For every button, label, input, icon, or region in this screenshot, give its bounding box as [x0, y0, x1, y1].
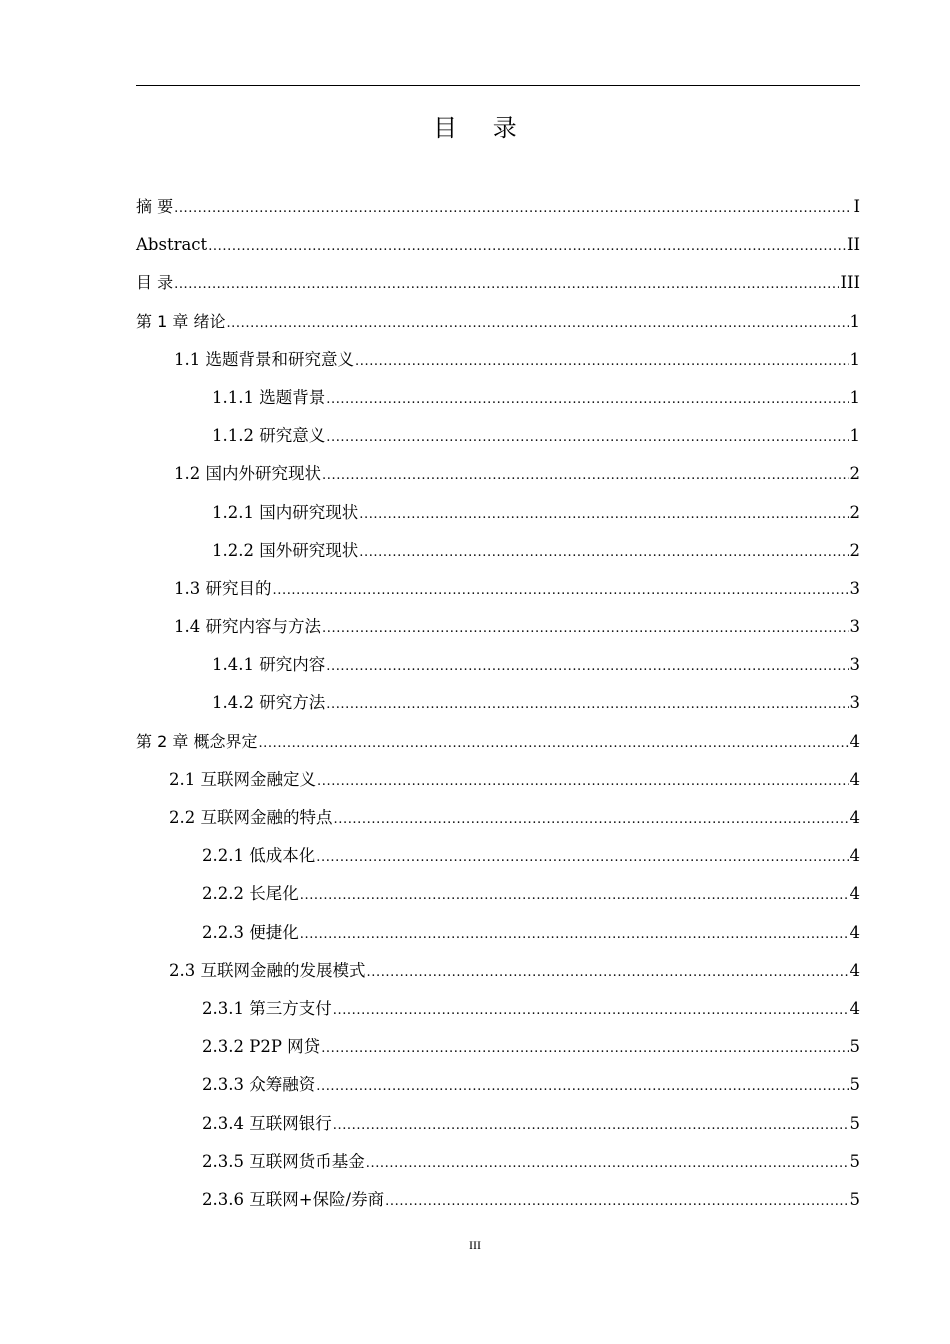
toc-entry-page: 2	[849, 502, 860, 522]
toc-dot-leader	[300, 875, 849, 915]
toc-entry-page: 5	[849, 1113, 860, 1133]
toc-entry[interactable]	[136, 341, 860, 379]
toc-entry-page: 4	[849, 808, 860, 827]
toc-entry-page: 5	[849, 1075, 860, 1095]
toc-entry[interactable]	[136, 799, 860, 837]
footer-page-number: III	[469, 1238, 481, 1252]
toc-entry-label: 第 1 章 绪论	[136, 311, 226, 331]
toc-entry-label: 2.2.1 低成本化	[202, 846, 316, 866]
toc-entry[interactable]	[136, 1066, 860, 1104]
toc-entry-label: Abstract	[136, 235, 208, 255]
toc-entry[interactable]	[136, 723, 860, 761]
toc-entry[interactable]	[136, 188, 860, 226]
toc-entry-page: 4	[849, 846, 860, 866]
toc-dot-leader	[273, 570, 849, 610]
toc-entry-label: 2.3.2 P2P 网贷	[202, 1037, 321, 1057]
toc-entry[interactable]	[136, 303, 860, 341]
toc-dot-leader	[208, 226, 846, 266]
toc-dot-leader	[326, 379, 848, 419]
toc-entry-page: 3	[849, 655, 860, 675]
toc-entry-label: 1.3 研究目的	[174, 578, 272, 598]
toc-dot-leader	[316, 1066, 848, 1106]
toc-entry-page: 4	[849, 731, 860, 751]
toc-entry-label: 1.2.1 国内研究现状	[212, 502, 359, 522]
toc-entry-label: 1.1.1 选题背景	[212, 387, 326, 407]
toc-entry-label: 1.4 研究内容与方法	[174, 617, 321, 637]
toc-entry-page: 5	[849, 1037, 860, 1057]
toc-entry[interactable]	[136, 494, 860, 532]
toc-entry-label: 1.1.2 研究意义	[212, 426, 326, 446]
toc-entry[interactable]	[136, 570, 860, 608]
toc-entry-page: 1	[849, 311, 860, 331]
toc-entry-page: 3	[849, 693, 860, 713]
toc-dot-leader	[333, 990, 849, 1030]
toc-dot-leader	[322, 455, 849, 495]
toc-entry-page: II	[846, 235, 860, 255]
toc-dot-leader	[367, 952, 849, 992]
toc-entry-label: 2.1 互联网金融定义	[169, 769, 316, 789]
toc-dot-leader	[322, 608, 849, 648]
toc-entry-label: 2.3.4 互联网银行	[202, 1113, 332, 1133]
toc-entry[interactable]	[136, 1181, 860, 1219]
toc-entry-label: 2.3.6 互联网+保险/券商	[202, 1189, 385, 1209]
toc-entry[interactable]	[136, 379, 860, 417]
toc-entry[interactable]	[136, 264, 860, 302]
toc-dot-leader	[359, 494, 848, 534]
toc-entry-label: 2.3.1 第三方支付	[202, 998, 332, 1018]
toc-dot-leader	[385, 1181, 848, 1221]
toc-entry-label: 第 2 章 概念界定	[136, 731, 258, 751]
toc-dot-leader	[355, 341, 849, 381]
toc-dot-leader	[359, 532, 848, 572]
toc-entry[interactable]	[136, 875, 860, 913]
toc-entry-page: 3	[849, 578, 860, 598]
toc-dot-leader	[333, 1105, 849, 1145]
toc-entry-page: 2	[849, 464, 860, 484]
toc-entry-label: 摘 要	[136, 197, 174, 216]
toc-entry-label: 1.1 选题背景和研究意义	[174, 349, 354, 369]
toc-entry-page: 4	[849, 922, 860, 942]
toc-entry[interactable]	[136, 532, 860, 570]
toc-entry[interactable]	[136, 1105, 860, 1143]
toc-entry-page: 4	[849, 769, 860, 789]
page-title: 目 录	[433, 114, 531, 142]
toc-dot-leader	[316, 837, 848, 877]
toc-entry[interactable]	[136, 608, 860, 646]
toc-entry-label: 2.2 互联网金融的特点	[169, 808, 333, 827]
toc-dot-leader	[174, 188, 852, 228]
toc-entry-label: 1.2 国内外研究现状	[174, 464, 321, 484]
toc-dot-leader	[258, 723, 848, 763]
toc-entry-page: 4	[849, 960, 860, 980]
toc-entry-page: 4	[849, 884, 860, 904]
table-of-contents	[136, 188, 860, 1219]
toc-entry-label: 2.3.3 众筹融资	[202, 1075, 316, 1095]
toc-entry[interactable]	[136, 684, 860, 722]
toc-dot-leader	[334, 799, 849, 839]
toc-entry-label: 2.2.2 长尾化	[202, 884, 299, 904]
toc-entry[interactable]	[136, 990, 860, 1028]
toc-entry-label: 2.3.5 互联网货币基金	[202, 1151, 365, 1171]
toc-entry-label: 1.2.2 国外研究现状	[212, 540, 359, 560]
toc-entry[interactable]	[136, 761, 860, 799]
toc-entry-page: I	[853, 197, 860, 216]
toc-dot-leader	[366, 1143, 849, 1183]
toc-entry[interactable]	[136, 837, 860, 875]
toc-entry[interactable]	[136, 1143, 860, 1181]
toc-entry[interactable]	[136, 1028, 860, 1066]
toc-entry-page: 4	[849, 998, 860, 1018]
toc-entry-label: 2.3 互联网金融的发展模式	[169, 960, 366, 980]
toc-dot-leader	[326, 684, 848, 724]
toc-entry-page: 3	[849, 617, 860, 637]
toc-entry[interactable]	[136, 455, 860, 493]
toc-dot-leader	[326, 417, 848, 457]
toc-dot-leader	[326, 646, 848, 686]
toc-entry[interactable]	[136, 952, 860, 990]
toc-entry-page: 1	[849, 426, 860, 446]
toc-entry-page: 5	[849, 1151, 860, 1171]
toc-dot-leader	[174, 264, 839, 304]
toc-entry-label: 1.4.1 研究内容	[212, 655, 326, 675]
toc-entry-page: III	[840, 273, 860, 293]
toc-entry-label: 1.4.2 研究方法	[212, 693, 326, 713]
toc-entry-label: 2.2.3 便捷化	[202, 922, 299, 942]
header-rule	[136, 85, 860, 86]
toc-dot-leader	[321, 1028, 848, 1068]
toc-entry-page: 2	[849, 540, 860, 560]
toc-entry-page: 1	[849, 349, 860, 369]
toc-entry[interactable]	[136, 226, 860, 264]
toc-dot-leader	[317, 761, 849, 801]
toc-entry-page: 5	[849, 1189, 860, 1209]
toc-entry[interactable]	[136, 914, 860, 952]
toc-entry[interactable]	[136, 646, 860, 684]
toc-entry[interactable]	[136, 417, 860, 455]
toc-dot-leader	[226, 303, 848, 343]
toc-entry-page: 1	[849, 387, 860, 407]
toc-dot-leader	[300, 914, 849, 954]
toc-entry-label: 目 录	[136, 273, 174, 293]
